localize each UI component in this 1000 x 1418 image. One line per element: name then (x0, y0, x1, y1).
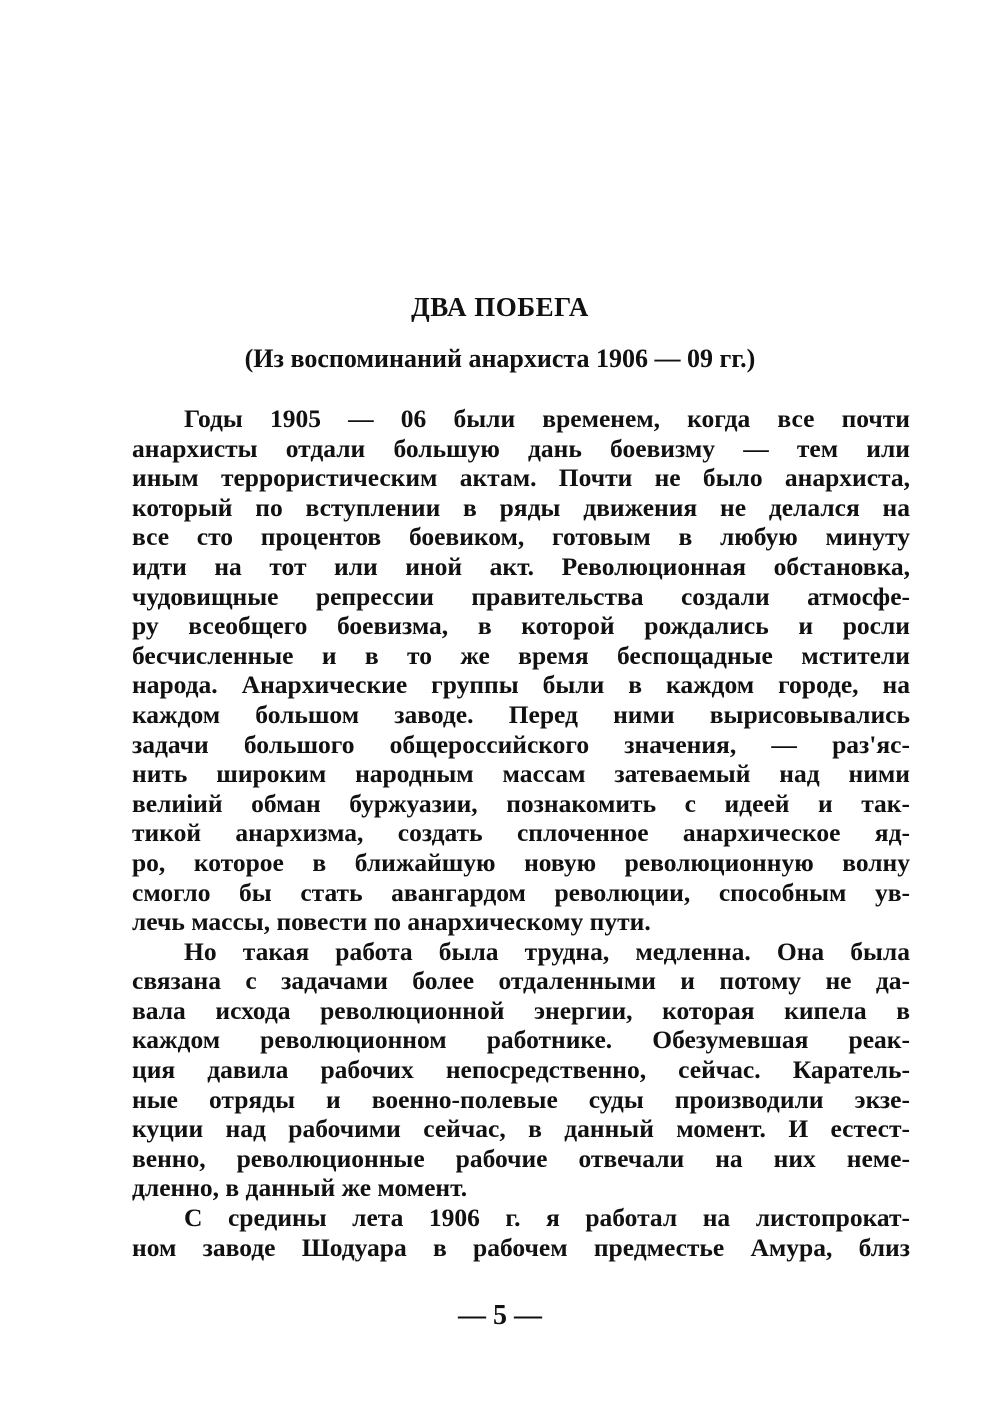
page-number: — 5 — (458, 1300, 542, 1331)
text-line: народа. Анархические группы были в каждом городе, на (132, 670, 910, 700)
text-line: задачи большого общероссийского значения, — раз'яс- (132, 729, 910, 759)
text-line: ру всеобщего боевизма, в которой рождались и росли (132, 611, 910, 641)
text-line: бесчисленные и в то же время беспощадные мстители (132, 640, 910, 670)
text-line: каждом большом заводе. Перед ними вырисовывались (132, 699, 910, 729)
text-line: все сто процентов боевиком, готовым в любую минуту (132, 522, 910, 552)
chapter-subtitle: (Из воспоминаний анархиста 1906 — 09 гг.) (244, 344, 756, 373)
text-line: каждом революционном работнике. Обезумевшая реак- (132, 1025, 910, 1055)
text-line: смогло бы стать авангардом революции, способным ув- (132, 877, 910, 907)
chapter-title: ДВА ПОБЕГА (411, 292, 589, 322)
text-line: вала исхода революционной энергии, которая кипела в (132, 995, 910, 1025)
text-line: идти на тот или иной акт. Революционная обстановка, (132, 551, 910, 581)
text-line: куции над рабочими сейчас, в данный момент. И естест- (132, 1114, 910, 1144)
text-line: который по вступлении в ряды движения не делался на (132, 492, 910, 522)
text-line: Но такая работа была трудна, медленна. Она была (184, 936, 910, 966)
text-line: анархисты отдали большую дань боевизму — тем или (132, 433, 910, 463)
text-line: Годы 1905 — 06 были временем, когда все почти (184, 404, 910, 433)
text-line: ном заводе Шодуара в рабочем предместье Амура, близ (132, 1232, 910, 1262)
text-line: нить широким народным массам затеваемый над ними (132, 759, 910, 789)
text-line: С средины лета 1906 г. я работал на листопрокат- (184, 1203, 910, 1233)
text-line: ро, которое в ближайшую новую революционную волну (132, 847, 910, 877)
text-line: лечь массы, повести по анархическому пути. (132, 907, 651, 937)
text-line: велиіий обман буржуазии, познакомить с идеей и так- (132, 788, 910, 818)
text-line: иным террористическим актам. Почти не было анархиста, (132, 463, 910, 493)
text-line: ные отряды и военно-полевые суды производили экзе- (132, 1084, 910, 1114)
text-line: венно, революционные рабочие отвечали на них неме- (132, 1143, 910, 1173)
text-line: связана с задачами более отдаленными и потому не да- (132, 966, 910, 996)
text-line: чудовищные репрессии правительства создали атмосфе- (132, 581, 910, 611)
body-text (132, 404, 910, 1262)
text-line: тикой анархизма, создать сплоченное анархическое яд- (132, 818, 910, 848)
text-line: ция давила рабочих непосредственно, сейчас. Каратель- (132, 1055, 910, 1085)
text-line: дленно, в данный же момент. (132, 1173, 468, 1203)
